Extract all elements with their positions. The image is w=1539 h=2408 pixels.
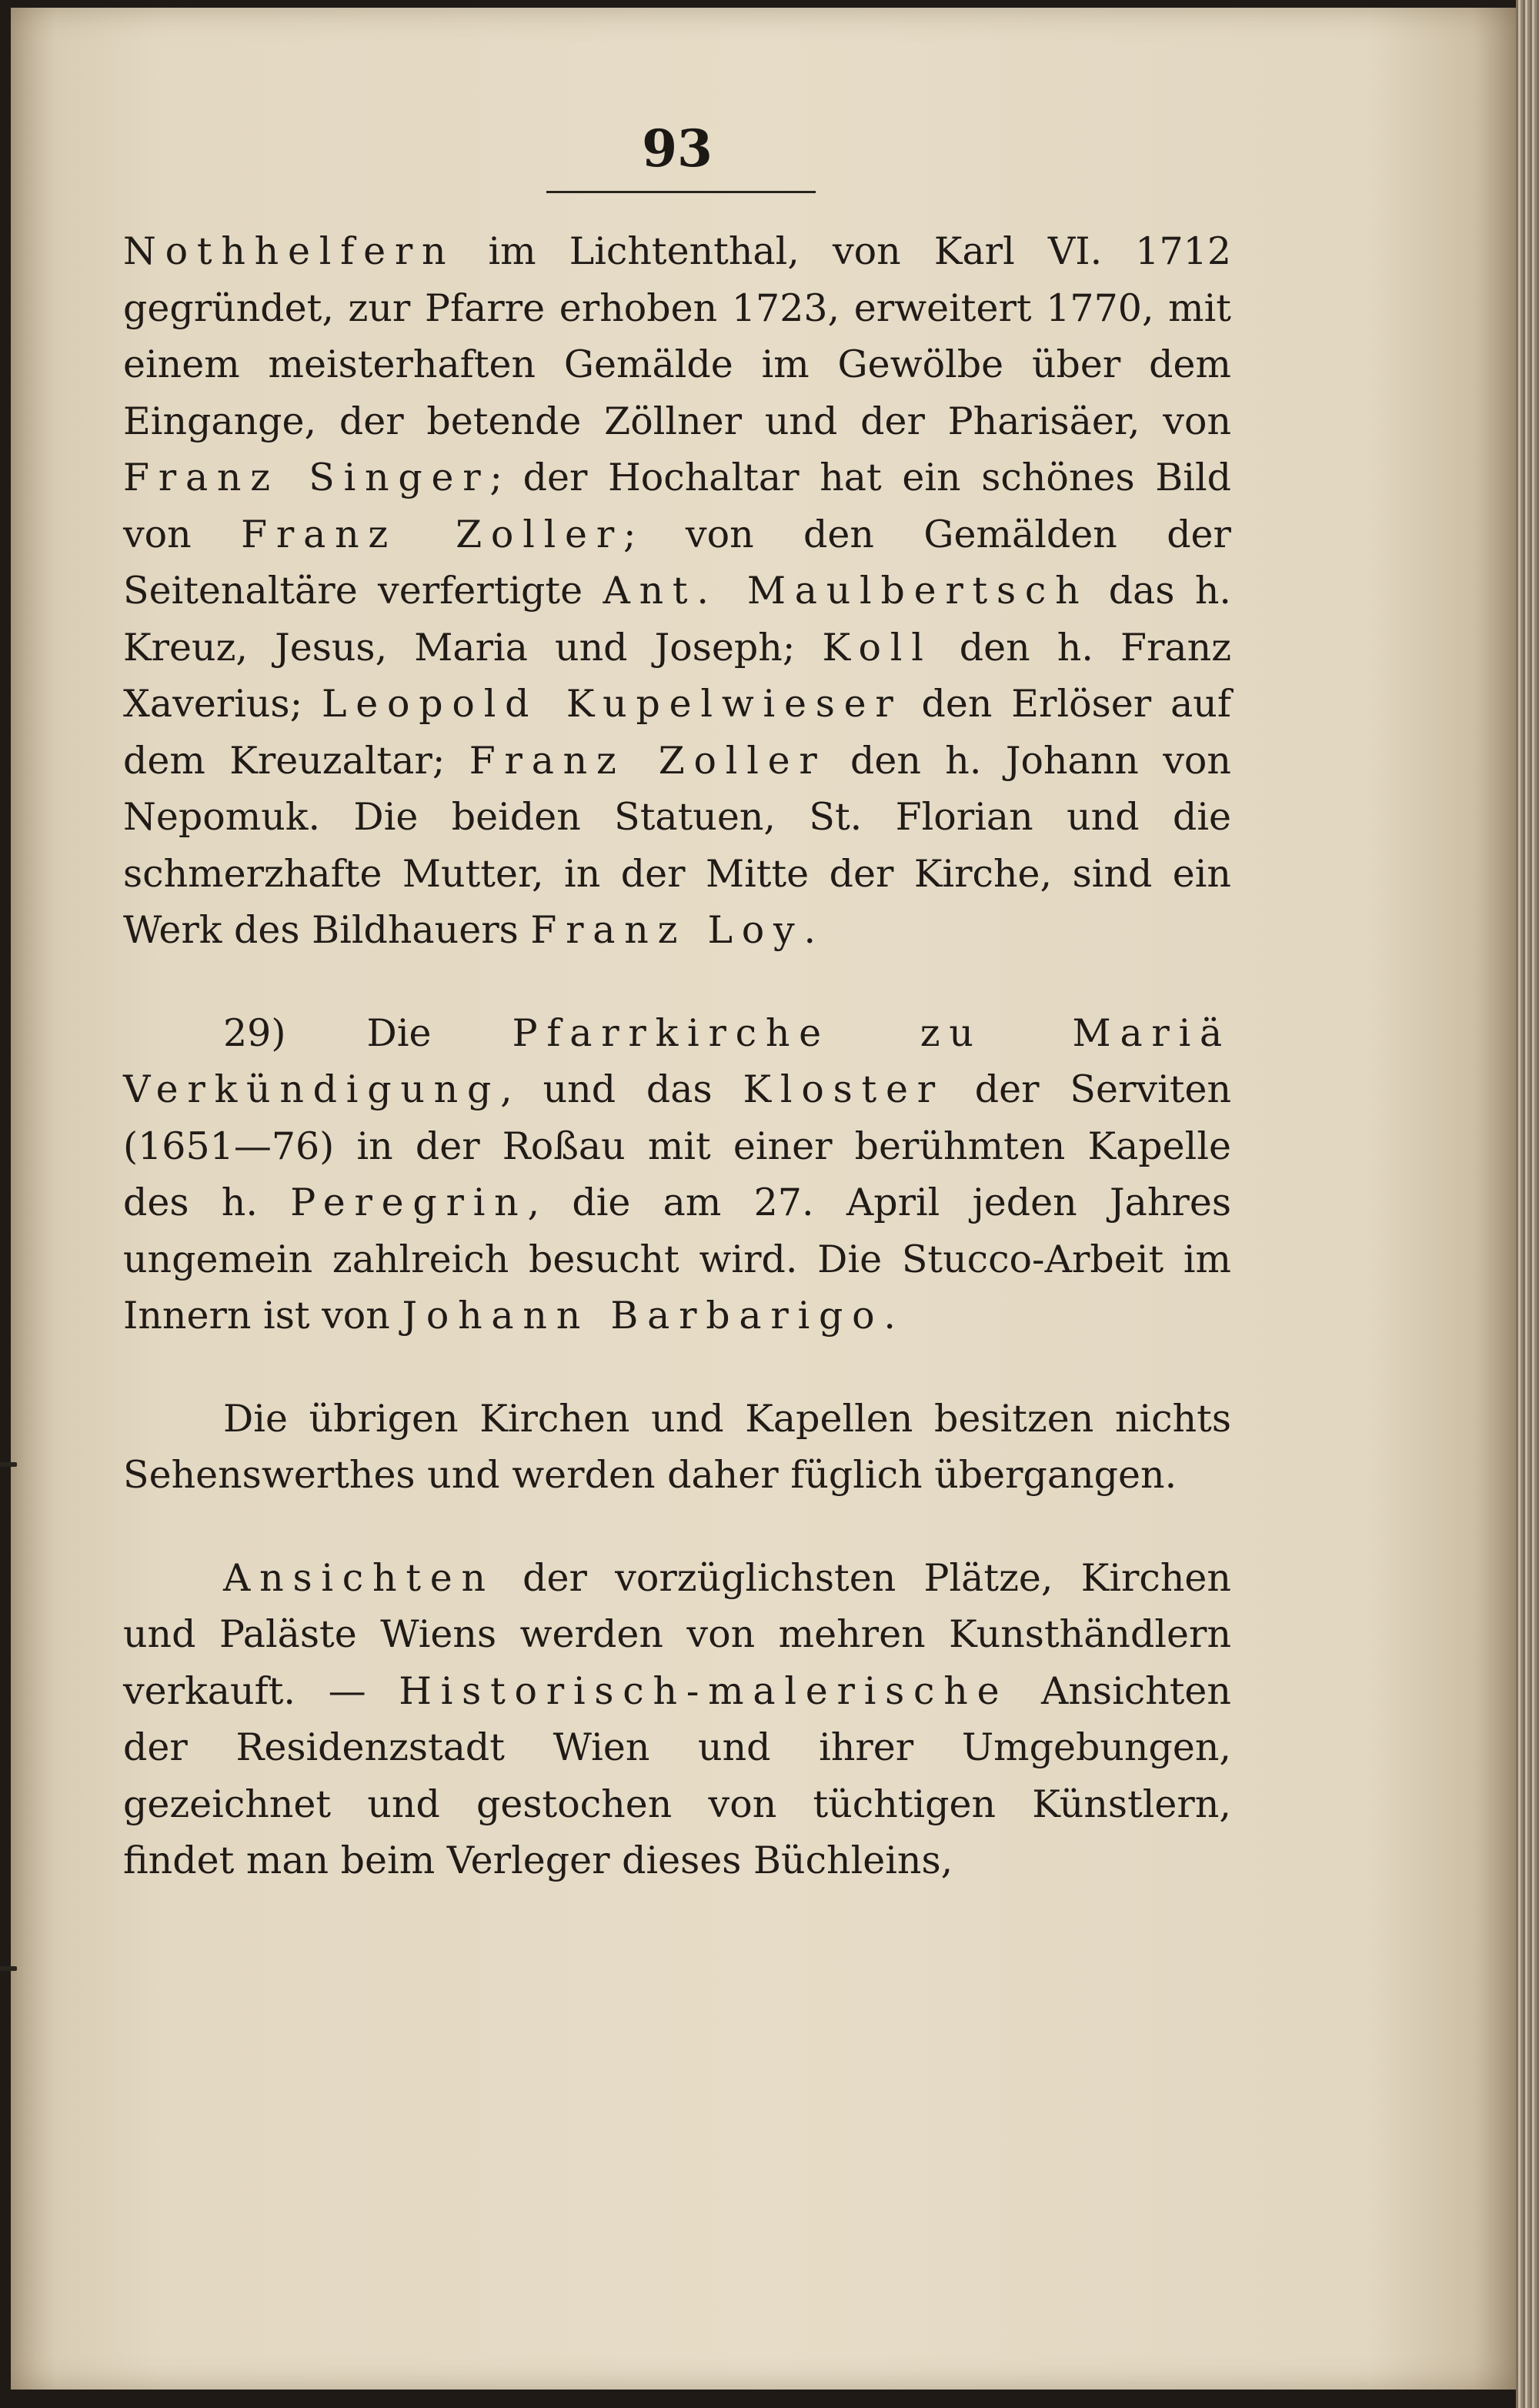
header-rule — [546, 191, 816, 193]
spaced-emphasis: Historisch-malerische — [399, 1668, 1009, 1713]
spaced-emphasis: Nothhelfern — [123, 229, 456, 273]
page-number: 93 — [642, 119, 713, 179]
text-run: das h. Kreuz, Jesus, Maria und Joseph; — [123, 569, 1231, 670]
binding-mark — [0, 1462, 17, 1467]
body-text — [123, 223, 1231, 1889]
spaced-emphasis: Leopold Kupelwieser — [321, 682, 903, 726]
page-header — [539, 119, 816, 179]
spaced-emphasis: Kloster — [743, 1067, 944, 1111]
spaced-emphasis: Koll — [822, 625, 933, 670]
paragraph — [123, 223, 1231, 959]
text-run: der Serviten (1651—76) in der Roßau mit einer berühmten Kapelle des h. — [123, 1067, 1232, 1224]
text-run: Die übrigen Kirchen und Kapellen besitzen nichts Sehenswerthes und werden daher füglich übergangen. — [123, 1396, 1231, 1497]
text-run: 29) Die — [223, 1010, 512, 1055]
spaced-emphasis: Pfarrkirche zu Mariä Verkündigung — [123, 1010, 1232, 1111]
text-run: ; der Hochaltar hat ein schönes Bild von — [123, 456, 1231, 556]
text-run: der vorzüglichsten Plätze, Kirchen und Paläste Wiens werden von mehren Kunsthändlern verkauft. — — [123, 1555, 1231, 1713]
text-run: Ansichten der Residenzstadt Wien und ihrer Umgebungen, gezeichnet und gestochen von tüchtigen Künstlern, findet man beim Verleger dieses Büchleins, — [123, 1668, 1231, 1882]
paragraph — [123, 1005, 1231, 1344]
text-run: . — [883, 1294, 896, 1338]
spaced-emphasis: Ansichten — [223, 1555, 495, 1600]
spaced-emphasis: Ant. Maulbertsch — [603, 569, 1089, 613]
text-run: . — [803, 908, 816, 952]
text-run: ; von den Gemälden der Seitenaltäre verfertigte — [123, 512, 1231, 613]
text-run: , und das — [500, 1067, 743, 1111]
spaced-emphasis: Peregrin — [290, 1181, 528, 1224]
spaced-emphasis: Franz Zoller — [469, 738, 826, 783]
spaced-emphasis: Johann Barbarigo — [402, 1294, 884, 1338]
paragraph — [123, 1550, 1231, 1889]
text-run: im Lichtenthal, von Karl VI. 1712 gegründet, zur Pfarre erhoben 1723, erweitert 1770, mit einem meisterhaften Gemälde im Gewölbe über dem Eingange, der betende Zöllner und der Pharisäer, von — [123, 229, 1231, 443]
text-run: den h. Johann von Nepomuk. Die beiden Statuen, St. Florian und die schmerzhafte Mutter, in der Mitte der Kirche, sind ein Werk des Bildhauers — [123, 738, 1231, 952]
text-run: den h. Franz Xaverius; — [123, 625, 1232, 726]
text-run: , die am 27. April jeden Jahres ungemein zahlreich besucht wird. Die Stucco-Arbeit im Innern ist von — [123, 1181, 1231, 1338]
spaced-emphasis: Franz Zoller — [241, 512, 623, 556]
binding-mark — [0, 1966, 17, 1971]
spaced-emphasis: Franz Loy — [530, 908, 804, 952]
page-edges — [1516, 0, 1539, 2408]
paragraph — [123, 1391, 1231, 1504]
spaced-emphasis: Franz Singer — [123, 456, 490, 499]
text-run: den Erlöser auf dem Kreuzaltar; — [123, 682, 1231, 783]
